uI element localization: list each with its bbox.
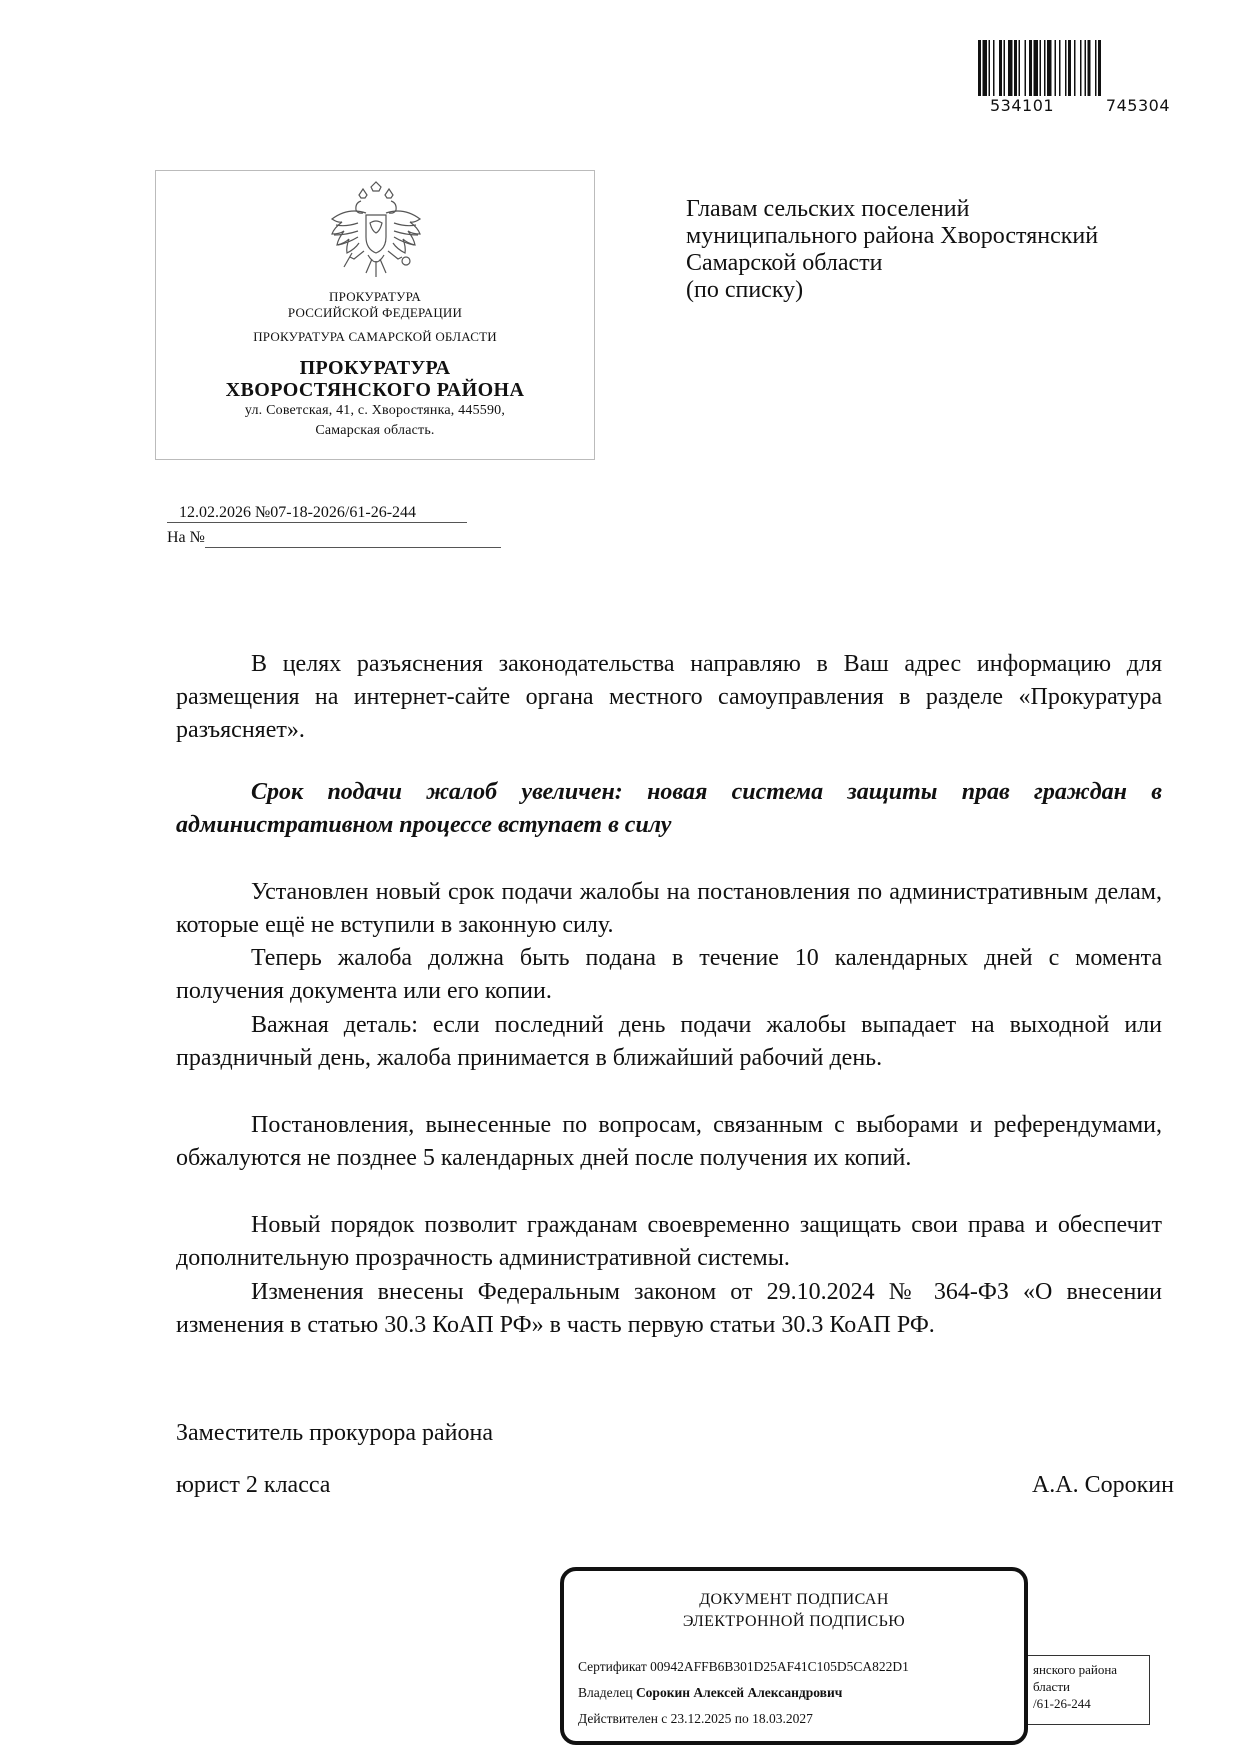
barcode-numbers: [990, 96, 1170, 115]
letterhead-district-office-title: ПРОКУРАТУРА: [299, 357, 451, 379]
addressee-line3: Самарской области: [686, 250, 883, 276]
stamp-valid-to-label: по: [734, 1711, 749, 1726]
reply-to-blank-line: [205, 529, 501, 548]
body-paragraph-5: Новый порядок позволит гражданам своевременно защищать свои права и обеспечит дополнительную прозрачность административной системы.: [176, 1212, 1162, 1271]
signatory-name: А.А. Сорокин: [1031, 1472, 1174, 1498]
stamp-header-line1: ДОКУМЕНТ ПОДПИСАН: [699, 1591, 889, 1608]
registration-stamp-line2: бласти: [1033, 1679, 1070, 1694]
letterhead: [155, 170, 595, 460]
registration-stamp-line3: /61-26-244: [1033, 1696, 1091, 1711]
signatory-title: Заместитель прокурора района: [176, 1420, 493, 1446]
body-paragraph-3: Важная деталь: если последний день подачи жалобы выпадает на выходной или праздничный день, жалоба принимается в ближайший рабочий день.: [176, 1012, 1162, 1071]
reply-to-label: На №: [167, 529, 205, 546]
stamp-valid-to: 18.03.2027: [752, 1711, 813, 1726]
addressee-block: [686, 196, 1206, 304]
addressee-line2: муниципального района Хворостянский: [686, 223, 1099, 249]
stamp-owner-label: Владелец: [578, 1685, 633, 1700]
double-headed-eagle-emblem-icon: [326, 181, 426, 291]
outgoing-number: №07-18-2026/61-26-244: [255, 504, 417, 521]
letterhead-address-line1: ул. Советская, 41, с. Хворостянка, 445590,: [244, 403, 506, 418]
body-paragraph-4: Постановления, вынесенные по вопросам, связанным с выборами и референдумами, обжалуются не позднее 5 календарных дней после получения их копий.: [176, 1112, 1162, 1171]
stamp-owner-row: [578, 1685, 842, 1701]
letterhead-prosecutor-office-label: ПРОКУРАТУРА: [329, 289, 421, 304]
stamp-header-line2: ЭЛЕКТРОННОЙ ПОДПИСЬЮ: [682, 1613, 906, 1630]
stamp-certificate-label: Сертификат: [578, 1659, 647, 1674]
outgoing-date: 12.02.2026: [179, 504, 251, 521]
registration-stamp-line1: янского района: [1033, 1662, 1118, 1677]
body-paragraph-1: Установлен новый срок подачи жалобы на постановления по административным делам, которые ещё не вступили в законную силу.: [176, 879, 1162, 938]
signatory-rank: юрист 2 класса: [176, 1472, 331, 1498]
outgoing-number-block: [167, 504, 507, 548]
stamp-valid-from: 23.12.2025: [670, 1711, 732, 1726]
intro-paragraph: В целях разъяснения законодательства направляю в Ваш адрес информацию для размещения на интернет-сайте органа местного самоуправления в разделе «Прокуратура разъясняет».: [176, 651, 1162, 743]
registration-stamp-fragment: [1020, 1655, 1150, 1725]
body-paragraph-2: Теперь жалоба должна быть подана в течение 10 календарных дней с момента получения документа или его копии.: [176, 945, 1162, 1004]
article-heading: Срок подачи жалоб увеличен: новая система защиты прав граждан в административном процессе вступает в силу: [176, 779, 1162, 838]
letterhead-district-name: ХВОРОСТЯНСКОГО РАЙОНА: [225, 379, 525, 401]
addressee-line1: Главам сельских поселений: [686, 196, 970, 222]
barcode-right-number: 745304: [1105, 96, 1170, 115]
addressee-line4: (по списку): [686, 277, 804, 303]
stamp-certificate-value: 00942AFFB6B301D25AF41C105D5CA822D1: [650, 1659, 909, 1674]
body-paragraph-6: Изменения внесены Федеральным законом от 29.10.2024 № 364-ФЗ «О внесении изменения в статью 30.3 КоАП РФ» в часть первую статьи 30.3 КоАП РФ.: [176, 1279, 1162, 1338]
letterhead-russian-federation-label: РОССИЙСКОЙ ФЕДЕРАЦИИ: [287, 305, 463, 320]
stamp-certificate-row: [578, 1659, 909, 1675]
stamp-validity-row: [578, 1711, 813, 1727]
barcode-left-number: 534101: [990, 96, 1055, 115]
electronic-signature-stamp: [560, 1567, 1028, 1745]
letterhead-regional-office-label: ПРОКУРАТУРА САМАРСКОЙ ОБЛАСТИ: [253, 329, 497, 344]
stamp-valid-label: Действителен с: [578, 1711, 668, 1726]
barcode: [976, 40, 1166, 100]
stamp-owner-value: Сорокин Алексей Александрович: [635, 1685, 843, 1700]
letterhead-address-line2: Самарская область.: [315, 423, 435, 438]
